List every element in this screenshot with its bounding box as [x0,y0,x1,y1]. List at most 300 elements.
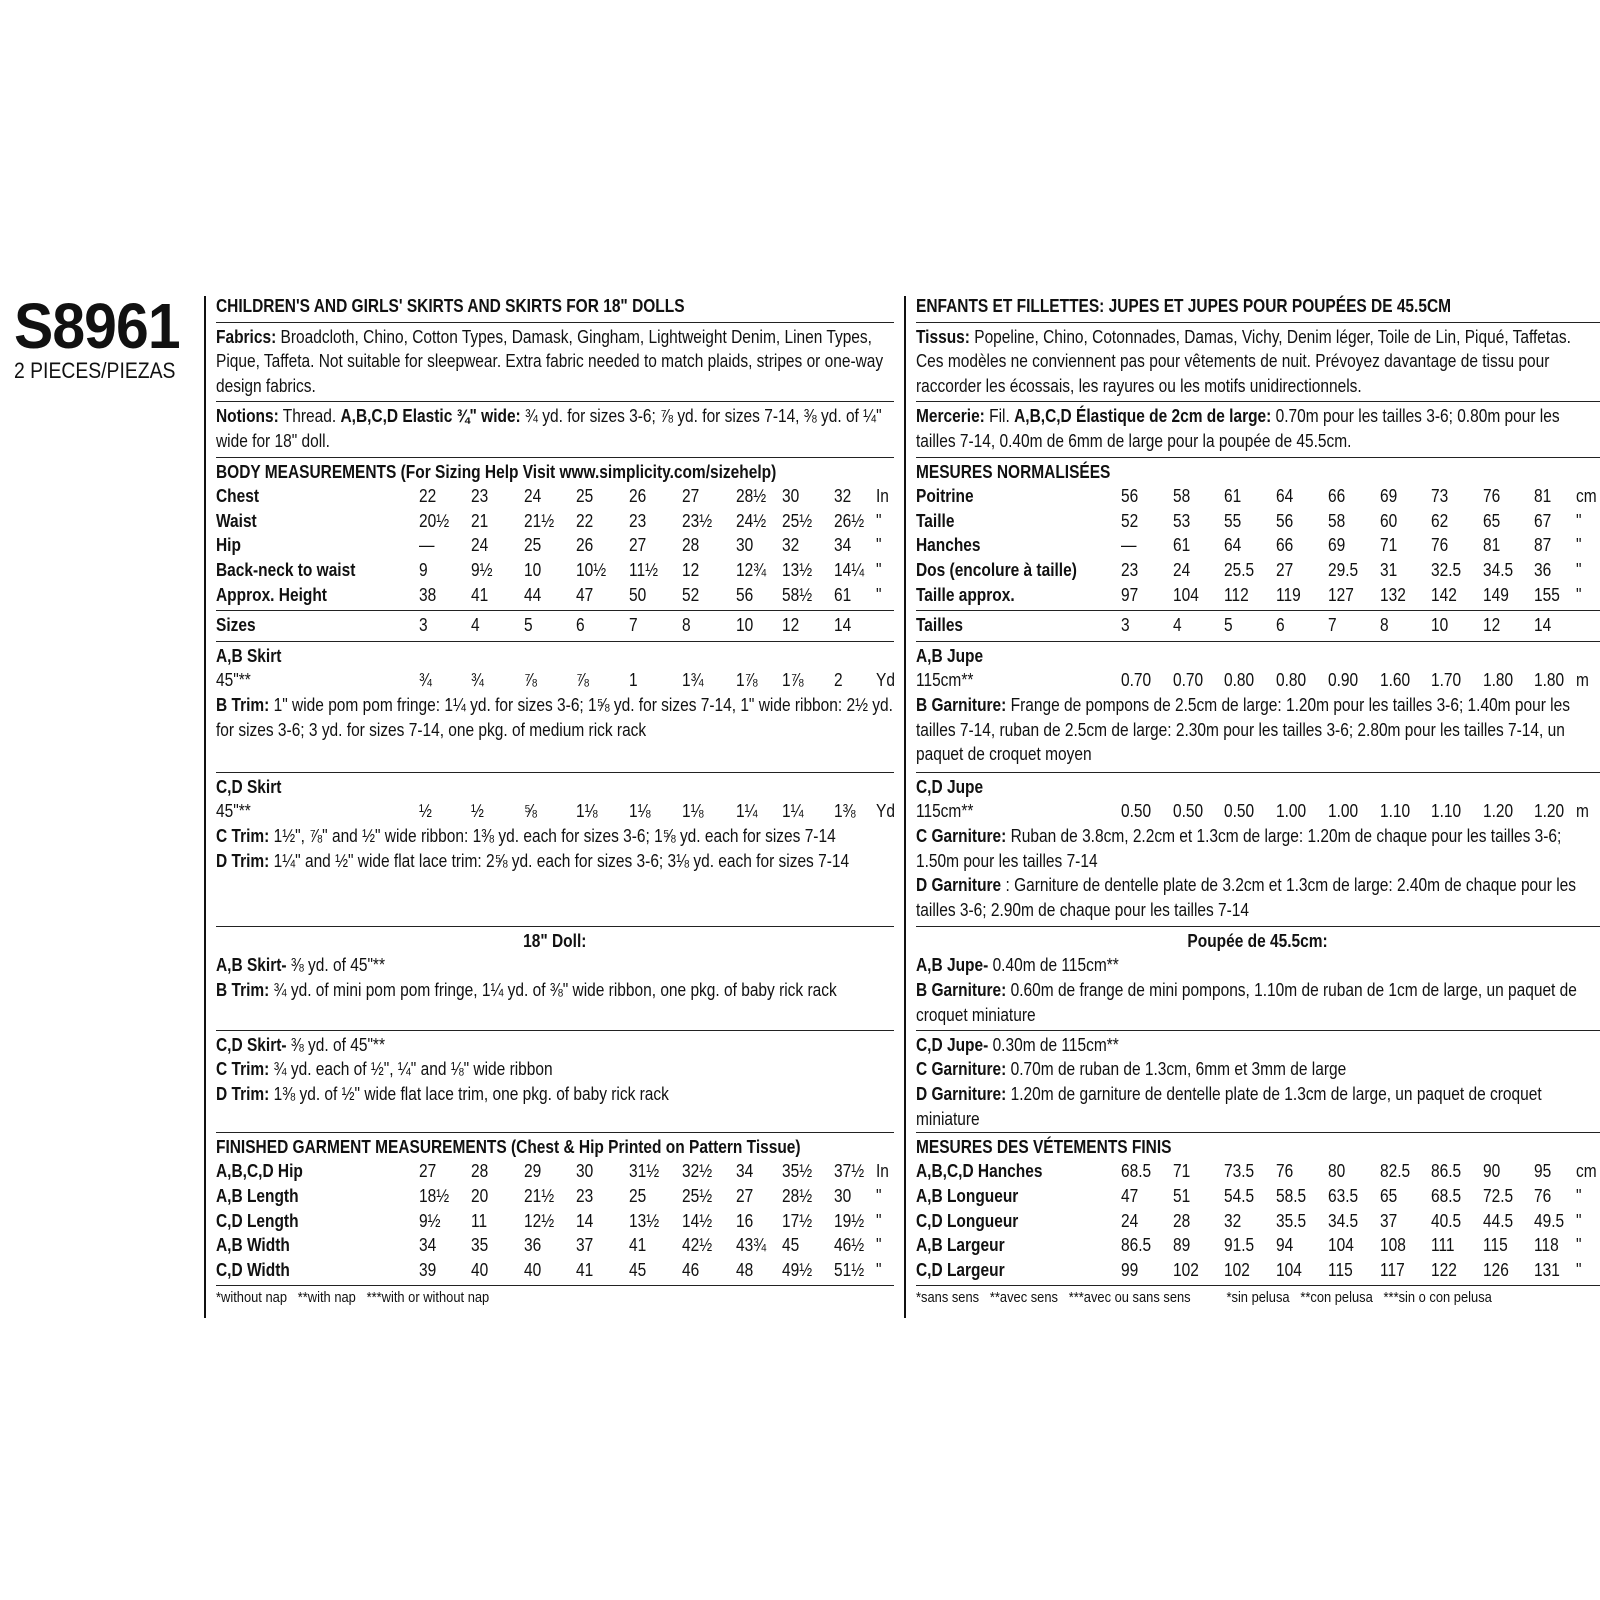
table-cell: 64 [1276,486,1294,507]
table-cell: 66 [1328,486,1346,507]
table-cell: 47 [1121,1185,1139,1206]
table-cell: 56 [1276,510,1294,531]
divider-middle [904,296,906,1318]
row-label: 115cm** [916,670,974,691]
doll-ab-text: ⅜ yd. of 45"** [290,955,385,976]
footnote [216,1286,894,1308]
table-cell: 115 [1328,1259,1353,1280]
table-cell: 49.5 [1534,1210,1565,1231]
row-label: C,D Largeur [916,1259,1005,1280]
doll-ab-text: 0.40m de 115cm** [992,955,1119,976]
unit-cell: " [1576,1235,1582,1256]
table-cell: 95 [1534,1161,1552,1182]
table-cell: 34 [419,1235,437,1256]
notions-label: Mercerie: [916,406,985,427]
doll-d-trim-label: D Garniture: [916,1083,1007,1104]
row-label: Waist [216,510,257,531]
table-cell: 76 [1431,535,1449,556]
table-cell: 0.90 [1328,670,1359,691]
table-cell: 25 [524,535,542,556]
table-cell: 18½ [419,1185,450,1206]
table-cell: 65 [1380,1185,1398,1206]
table-row [216,558,894,583]
doll-title-text: Poupée de 45.5cm: [1187,930,1329,951]
ab-trim-label: B Garniture: [916,694,1007,715]
table-cell: 61 [1173,535,1191,556]
table-cell: 97 [1121,584,1139,605]
d-trim-text: : Garniture de dentelle plate de 3.2cm et 1.3cm de large: 2.40m de chaque pour les tailles 3-6; 2.90m de chaque pour les tailles 7-14 [916,875,1577,920]
table-cell: 14 [576,1210,594,1231]
table-cell: 25½ [782,510,813,531]
table-cell: 5 [524,615,533,636]
ab-skirt-title: A,B Jupe [916,645,984,666]
table-cell: 37 [576,1235,594,1256]
table-row [916,1209,1600,1234]
table-cell: 0.70 [1121,670,1152,691]
cd-skirt-section [916,773,1600,927]
row-label: Chest [216,486,260,507]
sizes-section [916,611,1600,642]
ab-skirt-section [916,642,1600,773]
c-trim-text: 1½", ⅞" and ½" wide ribbon: 1⅜ yd. each for sizes 3-6; 1⅝ yd. each for sizes 7-14 [273,825,836,846]
table-cell: 1⅜ [834,801,856,822]
unit-cell: " [1576,1185,1582,1206]
table-cell: 56 [736,584,754,605]
table-cell: 76 [1534,1185,1552,1206]
table-cell: 108 [1380,1235,1406,1256]
table-row [916,533,1600,558]
cd-skirt-section [216,773,894,927]
row-label: C,D Length [216,1210,299,1231]
ab-trim-paragraph [216,693,894,742]
table-cell: 12 [1483,615,1501,636]
table-cell: 1¼ [782,801,804,822]
doll-ab-trim-label: B Trim: [216,979,270,1000]
table-cell: 64 [1224,535,1242,556]
notions-section [216,402,894,457]
table-cell: 1⅛ [682,801,704,822]
section-title-block [916,292,1600,323]
doll-d-trim-text: 1.20m de garniture de dentelle plate de 1.3cm de large, un paquet de croquet miniature [916,1083,1542,1129]
body-measurements-title: BODY MEASUREMENTS (For Sizing Help Visit www.simplicity.com/sizehelp) [216,461,777,482]
table-cell: 127 [1328,584,1354,605]
table-cell: 22 [576,510,594,531]
table-cell: 43¾ [736,1235,767,1256]
table-cell: 0.50 [1224,801,1255,822]
row-label: A,B,C,D Hanches [916,1161,1043,1182]
table-cell: 1⅛ [576,801,598,822]
row-label: A,B Largeur [916,1235,1005,1256]
notions-paragraph [216,404,894,453]
table-row [916,668,1600,693]
unit-cell: " [876,1235,882,1256]
table-row [916,484,1600,509]
table-cell: 0.50 [1121,801,1152,822]
ab-trim-text: Frange de pompons de 2.5cm de large: 1.20m pour les tailles 3-6; 1.40m pour les tailles 7-14, ruban de 2.5cm de large: 2.30m pour les tailles 3-6; 2.80m pour les tailles 7-14, un paquet de croquet moyen [916,694,1570,765]
doll-d-trim-text: 1⅜ yd. of ½" wide flat lace trim, one pkg. of baby rick rack [273,1083,669,1104]
table-row [216,799,894,824]
section-title-block [216,292,894,323]
unit-cell: In [876,486,889,507]
table-row [216,533,894,558]
table-row [216,509,894,534]
table-cell: 32½ [682,1161,713,1182]
table-cell: 112 [1224,584,1249,605]
table-cell: 31½ [629,1161,660,1182]
d-trim-paragraph [916,873,1600,922]
doll-ab-section [916,927,1600,1031]
table-cell: 24 [1173,559,1191,580]
table-cell: 24 [524,486,542,507]
table-row [216,1209,894,1234]
table-row [216,484,894,509]
table-cell: 115 [1483,1235,1508,1256]
table-cell: 32 [782,535,800,556]
doll-c-trim-label: C Trim: [216,1059,270,1080]
table-cell: 65 [1483,510,1501,531]
c-trim-label: C Garniture: [916,825,1007,846]
table-row [216,613,894,638]
doll-cd-section [916,1031,1600,1133]
table-cell: 37 [1380,1210,1398,1231]
fabrics-text: Popeline, Chino, Cotonnades, Damas, Vichy, Denim léger, Toile de Lin, Piqué, Taffetas. Ces modèles ne conviennent pas pour vêtements de nuit. Prévoyez davantage de tissu pour raccorder les écossais, les rayures ou les motifs unidirectionnels. [916,326,1571,396]
row-label: C,D Width [216,1259,290,1280]
table-cell: 12¾ [736,559,767,580]
table-cell: 46 [682,1259,700,1280]
doll-cd-label: C,D Skirt- [216,1034,287,1055]
section-title: ENFANTS ET FILLETTES: JUPES ET JUPES POUR POUPÉES DE 45.5CM [916,296,1452,316]
unit-cell: " [1576,535,1582,556]
ab-trim-text: 1" wide pom pom fringe: 1¼ yd. for sizes 3-6; 1⅝ yd. for sizes 7-14, 1" wide ribbon: 2½ yd. for sizes 3-6; 3 yd. for sizes 7-14, one pkg. of medium rick rack [216,694,893,740]
table-cell: 10 [524,559,542,580]
row-label: 45"** [216,670,251,691]
table-cell: 0.50 [1173,801,1204,822]
table-cell: 11 [471,1210,488,1231]
table-cell: 51 [1173,1185,1191,1206]
table-cell: 132 [1380,584,1406,605]
notions-bold: A,B,C,D Elastic ¾" wide: [340,406,521,427]
table-cell: 2 [834,670,843,691]
table-cell: 27 [629,535,647,556]
table-cell: 29 [524,1161,542,1182]
finished-measurements-section [216,1133,894,1287]
table-cell: 111 [1431,1235,1455,1256]
table-cell: 76 [1483,486,1501,507]
c-trim-paragraph [916,824,1600,873]
table-cell: 1.70 [1431,670,1462,691]
table-cell: 1⅞ [782,670,804,691]
table-cell: 91.5 [1224,1235,1255,1256]
doll-d-trim-paragraph [216,1082,894,1107]
table-cell: 26½ [834,510,865,531]
table-cell: 22 [419,486,437,507]
table-cell: 0.80 [1276,670,1307,691]
table-cell: 60 [1380,510,1398,531]
table-cell: 13½ [629,1210,660,1231]
d-trim-label: D Garniture [916,875,1002,896]
doll-cd-text: 0.30m de 115cm** [992,1034,1119,1055]
table-cell: 62 [1431,510,1449,531]
finished-measurements-title: MESURES DES VÉTEMENTS FINIS [916,1136,1172,1157]
table-cell: 41 [471,584,489,605]
table-cell: 71 [1380,535,1398,556]
table-cell: 28 [471,1161,489,1182]
table-cell: 1.60 [1380,670,1411,691]
table-cell: 72.5 [1483,1185,1514,1206]
fabrics-paragraph [216,325,894,399]
table-row [216,583,894,608]
table-cell: 94 [1276,1235,1294,1256]
table-cell: 10 [1431,615,1449,636]
fabrics-label: Fabrics: [216,326,277,347]
table-cell: 34.5 [1328,1210,1359,1231]
table-cell: 30 [736,535,754,556]
table-cell: 104 [1173,584,1199,605]
table-row [216,1233,894,1258]
notions-paragraph [916,404,1600,453]
table-cell: 41 [576,1259,594,1280]
table-cell: 23 [1121,559,1139,580]
doll-cd-paragraph [216,1033,894,1058]
unit-cell: " [1576,510,1582,531]
row-label: 45"** [216,801,251,822]
table-cell: ⅞ [524,670,537,691]
row-label: Hanches [916,535,981,556]
table-cell: 40.5 [1431,1210,1462,1231]
unit-cell: " [876,535,882,556]
doll-c-trim-paragraph [916,1057,1600,1082]
table-cell: 76 [1276,1161,1294,1182]
table-cell: 28½ [782,1185,813,1206]
table-cell: 8 [1380,615,1389,636]
table-cell: 119 [1276,584,1301,605]
unit-cell: " [876,1210,882,1231]
unit-cell: " [876,559,882,580]
row-label: Taille approx. [916,584,1015,605]
table-cell: 29.5 [1328,559,1359,580]
unit-cell: " [876,584,882,605]
table-cell: 36 [1534,559,1552,580]
notions-text: 0.70m pour les tailles 3-6; 0.80m pour les tailles 7-14, 0.40m de 6mm de large pour la poupée de 45.5cm. [916,406,1560,451]
body-measurements-section [916,458,1600,612]
table-cell: 27 [682,486,700,507]
table-cell: 89 [1173,1235,1191,1256]
unit-cell: " [876,510,882,531]
fabrics-section [216,323,894,403]
table-cell: 12½ [524,1210,555,1231]
table-cell: 25 [576,486,594,507]
doll-ab-section [216,927,894,1031]
table-cell: 32 [834,486,852,507]
unit-cell: " [1576,584,1582,605]
table-cell: 48 [736,1259,754,1280]
doll-c-trim-text: ¾ yd. each of ½", ¼" and ⅛" wide ribbon [273,1059,553,1080]
row-label: A,B,C,D Hip [216,1161,303,1182]
french-column [916,292,1600,1308]
unit-cell: " [1576,1259,1582,1280]
table-cell: 12 [682,559,700,580]
table-cell: 142 [1431,584,1457,605]
doll-c-trim-paragraph [216,1057,894,1082]
table-cell: 86.5 [1431,1161,1462,1182]
table-cell: 86.5 [1121,1235,1152,1256]
row-label: Hip [216,535,241,556]
doll-ab-paragraph [916,953,1600,978]
table-cell: 131 [1534,1259,1560,1280]
table-cell: 25½ [682,1185,713,1206]
table-cell: 27 [736,1185,754,1206]
table-cell: 9½ [471,559,493,580]
table-cell: 13½ [782,559,813,580]
table-cell: 7 [1328,615,1337,636]
table-cell: 7 [629,615,638,636]
c-trim-text: Ruban de 3.8cm, 2.2cm et 1.3cm de large: 1.20m de chaque pour les tailles 3-6; 1.50m pour les tailles 7-14 [916,825,1562,871]
table-cell: 19½ [834,1210,865,1231]
doll-ab-trim-text: 0.60m de frange de mini pompons, 1.10m de ruban de 1cm de large, un paquet de croquet miniature [916,979,1577,1025]
table-cell: 1.10 [1380,801,1411,822]
row-label: Dos (encolure à taille) [916,559,1077,580]
table-cell: 3 [1121,615,1130,636]
table-cell: 58.5 [1276,1185,1307,1206]
notions-pre: Thread. [282,406,337,427]
table-cell: 155 [1534,584,1560,605]
table-cell: 71 [1173,1161,1191,1182]
sizes-section [216,611,894,642]
table-row [216,668,894,693]
table-cell: 6 [576,615,585,636]
notions-pre: Fil. [989,406,1010,427]
table-cell: 69 [1380,486,1398,507]
row-label: Sizes [216,615,256,636]
row-label: A,B Width [216,1235,290,1256]
table-cell: 63.5 [1328,1185,1359,1206]
fabrics-section [916,323,1600,403]
fabrics-paragraph [916,325,1600,399]
doll-ab-trim-paragraph [216,978,894,1003]
table-cell: 21½ [524,1185,555,1206]
table-row [916,1184,1600,1209]
c-trim-label: C Trim: [216,825,270,846]
table-cell: ½ [471,801,484,822]
table-cell: 81 [1534,486,1552,507]
table-cell: 122 [1431,1259,1457,1280]
row-label: Approx. Height [216,584,327,605]
unit-cell: Yd [876,801,895,822]
table-cell: 34.5 [1483,559,1514,580]
english-column [216,292,894,1308]
doll-cd-text: ⅜ yd. of 45"** [290,1034,385,1055]
table-cell: 53 [1173,510,1191,531]
table-cell: 32.5 [1431,559,1462,580]
table-cell: 56 [1121,486,1139,507]
unit-cell: Yd [876,670,895,691]
table-cell: 11½ [629,559,658,580]
doll-ab-paragraph [216,953,894,978]
table-cell: 23 [471,486,489,507]
doll-ab-label: A,B Jupe- [916,955,989,976]
finished-measurements-title: FINISHED GARMENT MEASUREMENTS (Chest & Hip Printed on Pattern Tissue) [216,1136,801,1157]
table-cell: 117 [1380,1259,1405,1280]
table-cell: 61 [834,584,852,605]
table-cell: 104 [1276,1259,1302,1280]
cd-skirt-title: C,D Skirt [216,776,282,797]
table-cell: 20 [471,1185,489,1206]
table-cell: 26 [629,486,647,507]
notions-label: Notions: [216,406,279,427]
table-cell: 30 [834,1185,852,1206]
notions-section [916,402,1600,457]
table-cell: 41 [629,1235,647,1256]
table-cell: 40 [524,1259,542,1280]
ab-trim-paragraph [916,693,1600,767]
doll-cd-section [216,1031,894,1133]
d-trim-text: 1¼" and ½" wide flat lace trim: 2⅝ yd. each for sizes 3-6; 3⅛ yd. each for sizes 7-14 [273,850,850,871]
doll-ab-trim-label: B Garniture: [916,979,1007,1000]
table-cell: 27 [1276,559,1294,580]
table-cell: 49½ [782,1259,813,1280]
table-cell: 44 [524,584,542,605]
fabrics-label: Tissus: [916,326,970,347]
row-label: Poitrine [916,486,974,507]
table-cell: 16 [736,1210,754,1231]
table-cell: 1⅛ [629,801,651,822]
table-cell: ¾ [419,670,432,691]
table-cell: 14½ [682,1210,713,1231]
section-title: CHILDREN'S AND GIRLS' SKIRTS AND SKIRTS FOR 18" DOLLS [216,296,685,316]
table-cell: 25.5 [1224,559,1255,580]
table-cell: 39 [419,1259,437,1280]
table-cell: 24 [471,535,489,556]
table-cell: 1¾ [682,670,704,691]
table-cell: — [419,535,435,556]
table-cell: 81 [1483,535,1501,556]
table-cell: 38 [419,584,437,605]
pieces-count: 2 PIECES/PIEZAS [14,358,176,383]
table-cell: 14 [1534,615,1552,636]
table-cell: 73.5 [1224,1161,1255,1182]
table-cell: 28½ [736,486,767,507]
d-trim-label: D Trim: [216,850,270,871]
table-cell: 61 [1224,486,1242,507]
table-cell: 68.5 [1121,1161,1152,1182]
table-cell: 20½ [419,510,450,531]
table-cell: 30 [576,1161,594,1182]
table-cell: 10½ [576,559,607,580]
notions-bold: A,B,C,D Élastique de 2cm de large: [1014,406,1272,427]
table-cell: ⅝ [524,801,537,822]
table-cell: 37½ [834,1161,865,1182]
doll-title [216,929,894,954]
table-cell: 46½ [834,1235,865,1256]
fabrics-text: Broadcloth, Chino, Cotton Types, Damask, Gingham, Lightweight Denim, Linen Types, Pique, Taffeta. Not suitable for sleepwear. Extra fabric needed to match plaids, stripes or one-way design fabrics. [216,326,884,396]
table-cell: 1.20 [1483,801,1514,822]
table-cell: 0.70 [1173,670,1204,691]
table-row [916,583,1600,608]
doll-cd-label: C,D Jupe- [916,1034,989,1055]
table-cell: 87 [1534,535,1552,556]
table-cell: 4 [1173,615,1182,636]
table-cell: 54.5 [1224,1185,1255,1206]
doll-ab-trim-text: ¾ yd. of mini pom pom fringe, 1¼ yd. of ⅜" wide ribbon, one pkg. of baby rick rack [273,979,837,1000]
table-cell: ½ [419,801,432,822]
body-measurements-section [216,458,894,612]
table-cell: 52 [682,584,700,605]
unit-cell: " [876,1259,882,1280]
doll-title [916,929,1600,954]
unit-cell: " [1576,559,1582,580]
cd-skirt-title: C,D Jupe [916,776,984,797]
table-row [916,613,1600,638]
